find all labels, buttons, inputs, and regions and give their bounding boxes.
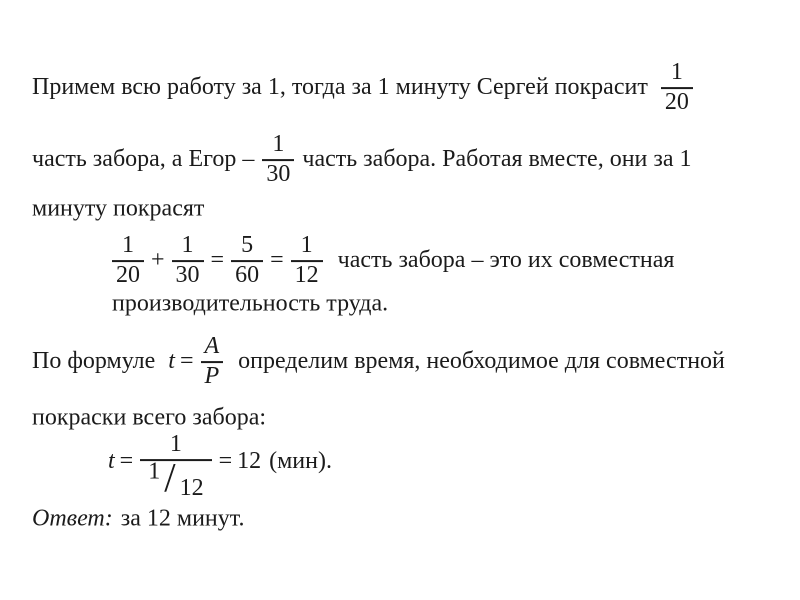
fraction-denominator: 30 <box>172 260 204 289</box>
equals-operator-2: = <box>218 448 233 475</box>
fraction-denominator: 20 <box>661 87 693 116</box>
fraction-numerator: 1 <box>181 232 194 259</box>
fraction-numerator: A <box>204 333 220 360</box>
fraction-denominator: 20 <box>112 260 144 289</box>
fraction-numerator: 1 <box>300 232 313 259</box>
answer-label: Ответ: <box>32 505 113 532</box>
answer-line <box>32 506 244 533</box>
fraction-denominator: P <box>201 361 224 390</box>
total-work-fraction <box>140 432 211 506</box>
solution-line-3 <box>32 196 204 223</box>
fence-part-text: часть забора, а Егор – <box>32 146 255 173</box>
minute-paint-text: минуту покрасят <box>32 195 205 222</box>
time-calculation-equation <box>108 432 332 506</box>
equals-operator: = <box>179 348 194 375</box>
time-variable: t <box>168 348 175 375</box>
fraction-numerator: 1 <box>670 59 683 86</box>
fraction-numerator: 5 <box>241 232 254 259</box>
continuation-text: часть забора. Работая вместе, они за 1 <box>302 146 692 173</box>
slant-denominator: 12 <box>179 474 204 501</box>
solution-line-1 <box>32 60 695 116</box>
solution-line-2 <box>32 132 692 188</box>
work-over-power-fraction <box>201 334 224 390</box>
answer-text: за 12 минут. <box>120 505 245 532</box>
equals-operator: = <box>119 448 134 475</box>
intro-text: Примем всю работу за 1, тогда за 1 минуту Сергей покрасит <box>32 74 648 101</box>
painting-whole-fence-text: покраски всего забора: <box>32 404 267 431</box>
fraction-denominator: 12 <box>291 260 323 289</box>
fraction-numerator: 1 <box>272 131 285 158</box>
time-variable: t <box>108 448 115 475</box>
result-unit: (мин). <box>269 448 332 475</box>
slant-numerator: 1 <box>148 458 161 485</box>
fraction-numerator: 1 <box>122 232 134 259</box>
formula-line <box>32 334 725 390</box>
fraction-denominator: 60 <box>231 260 263 289</box>
equals-operator: = <box>210 247 225 274</box>
plus-operator: + <box>151 247 165 274</box>
slash-glyph: / <box>164 455 176 501</box>
solution-line-4 <box>112 291 388 318</box>
fraction-numerator: 1 <box>169 431 182 458</box>
formula-intro-text: По формуле <box>32 348 156 375</box>
fraction-denominator: 30 <box>262 159 294 188</box>
egor-rate-fraction <box>262 132 294 188</box>
combined-rate-slant-fraction <box>148 455 204 501</box>
result-value: 12 <box>237 448 262 475</box>
productivity-text: производительность труда. <box>112 290 389 317</box>
formula-tail-text: определим время, необходимое для совместной <box>238 348 725 375</box>
combined-rate-fraction <box>291 233 323 289</box>
addend-1-fraction <box>112 233 144 289</box>
equation-tail-text: часть забора – это их совместная <box>337 247 675 274</box>
fraction-denominator <box>140 455 211 506</box>
sum-fraction <box>231 233 263 289</box>
sergey-rate-fraction <box>661 60 693 116</box>
solution-line-6 <box>32 405 266 432</box>
addend-2-fraction <box>172 233 204 289</box>
rates-sum-equation <box>110 233 674 289</box>
equals-operator-2: = <box>270 247 284 274</box>
